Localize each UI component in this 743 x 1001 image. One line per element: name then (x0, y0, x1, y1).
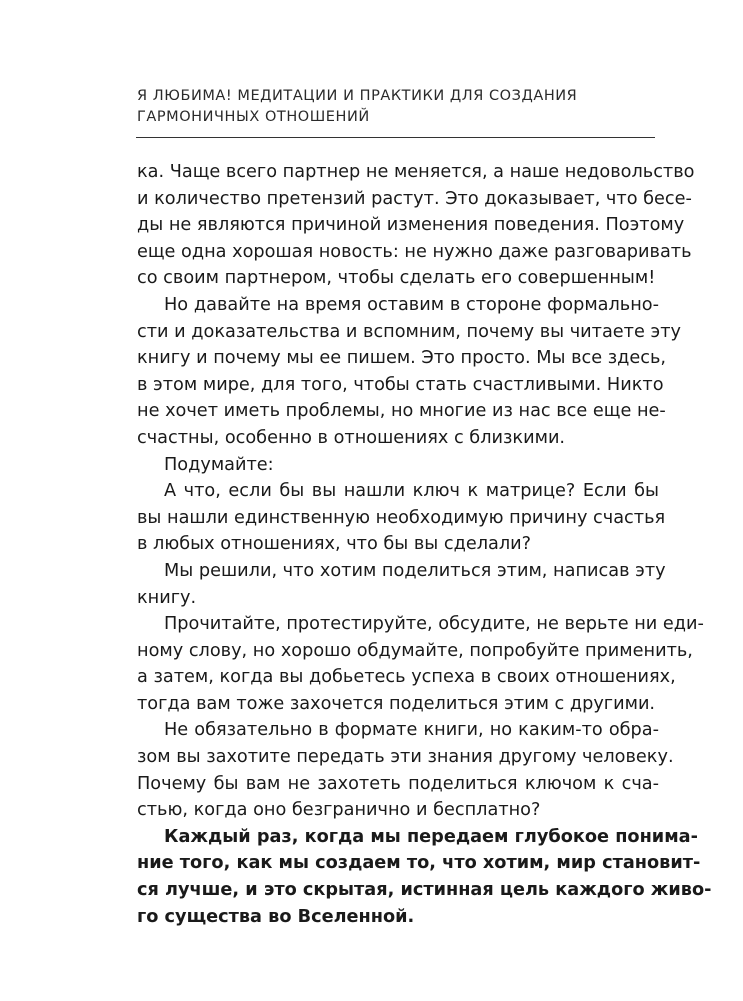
text-line: и количество претензий растут. Это доказывает, что бесе- (137, 188, 692, 209)
text-line: счастны, особенно в отношениях с близкими. (137, 427, 566, 448)
text-line: в этом мире, для того, чтобы стать счастливыми. Никто (137, 374, 664, 395)
text-line: Мы решили, что хотим поделиться этим, написав эту (164, 560, 666, 581)
paragraph-4 (137, 478, 666, 558)
text-line: А что, если бы вы нашли ключ к матрице? Если бы (164, 481, 659, 502)
paragraph-5 (137, 558, 666, 611)
paragraph-8-bold (137, 824, 712, 930)
text-line: стью, когда оно безгранично и бесплатно? (137, 800, 541, 821)
text-line: зом вы захотите передать эти знания другому человеку. (137, 747, 674, 768)
running-header (137, 86, 657, 128)
paragraph-7 (137, 717, 674, 823)
paragraph-2 (137, 292, 681, 452)
text-line: ся лучше, и это скрытая, истинная цель каждого живо- (137, 880, 712, 901)
text-line: Подумайте: (164, 454, 274, 475)
text-line: ка. Чаще всего партнер не меняется, а наше недовольство (137, 162, 695, 182)
running-header-line-2: ГАРМОНИЧНЫХ ОТНОШЕНИЙ (137, 109, 370, 125)
text-line: еще одна хорошая новость: не нужно даже разговаривать (137, 241, 692, 262)
header-divider (136, 137, 655, 138)
text-line: вы нашли единственную необходимую причину счастья (137, 507, 666, 528)
text-line: книгу и почему мы ее пишем. Это просто. Мы все здесь, (137, 348, 667, 369)
text-line: сти и доказательства и вспомним, почему вы читаете эту (137, 321, 681, 342)
text-line: в любых отношениях, что бы вы сделали? (137, 534, 532, 555)
text-line: тогда вам тоже захочется поделиться этим с другими. (137, 693, 656, 714)
text-line: го существа во Вселенной. (137, 906, 415, 927)
text-line: Не обязательно в формате книги, но каким-то обра- (164, 720, 659, 741)
text-line: Каждый раз, когда мы передаем глубокое понима- (164, 826, 698, 847)
text-line: книгу. (137, 587, 197, 608)
text-line: ному слову, но хорошо обдумайте, попробуйте применить, (137, 640, 693, 661)
text-line: ние того, как мы создаем то, что хотим, мир становит- (137, 853, 701, 874)
paragraph-6 (137, 611, 704, 717)
paragraph-3 (137, 452, 659, 479)
text-line: а затем, когда вы добьетесь успеха в своих отношениях, (137, 667, 676, 688)
body-text (137, 159, 712, 930)
text-line: ды не являются причиной изменения поведения. Поэтому (137, 215, 685, 236)
paragraph-1 (137, 159, 695, 292)
running-header-line-1: Я ЛЮБИМА! МЕДИТАЦИИ И ПРАКТИКИ ДЛЯ СОЗДАНИЯ (137, 88, 578, 104)
text-line: не хочет иметь проблемы, но многие из нас все еще не- (137, 401, 666, 422)
text-line: Но давайте на время оставим в стороне формально- (164, 294, 659, 315)
text-line: со своим партнером, чтобы сделать его совершенным! (137, 268, 656, 289)
text-line: Почему бы вам не захотеть поделиться ключом к сча- (137, 773, 659, 794)
text-line: Прочитайте, протестируйте, обсудите, не верьте ни еди- (164, 614, 704, 635)
